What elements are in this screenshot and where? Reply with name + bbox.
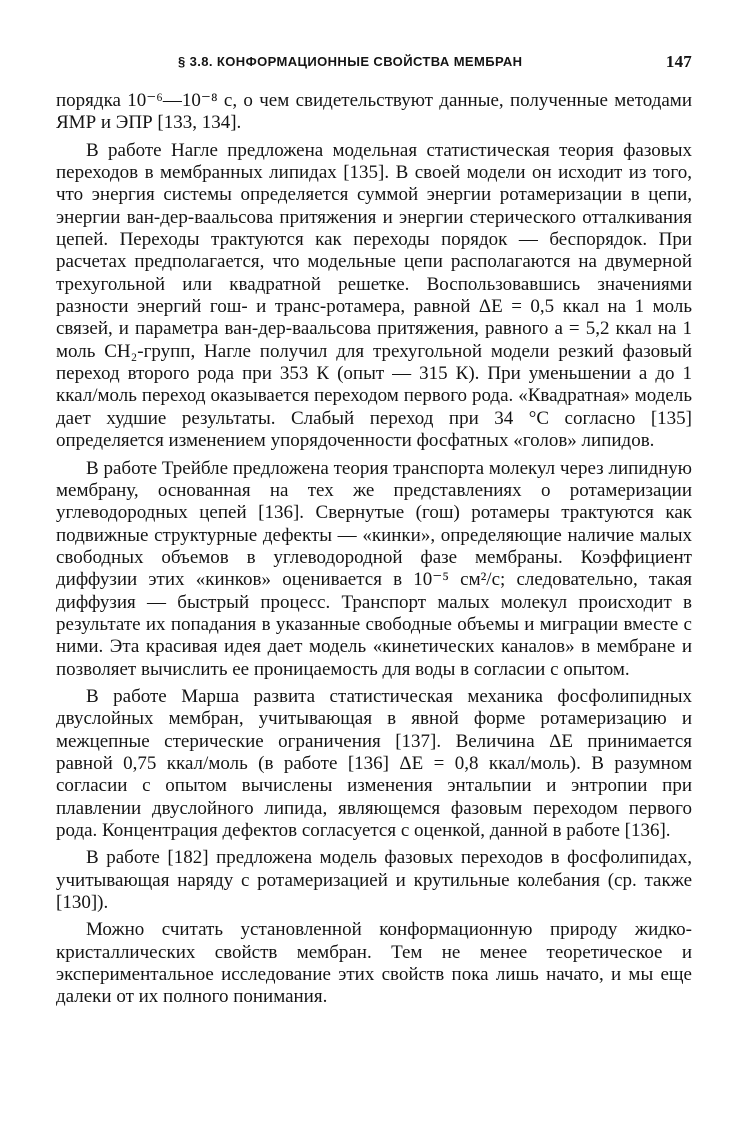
- body-text: [56, 90, 692, 1009]
- section-title: § 3.8. КОНФОРМАЦИОННЫЕ СВОЙСТВА МЕМБРАН: [178, 54, 523, 69]
- paragraph-conclusion: Можно считать установленной конформационную природу жидко-кристаллических свойств мембран. Тем не менее теоретическое и экспериментальное исследование этих свойств пока лишь начато, и мы еще далеки от их полного понимания.: [56, 919, 692, 1008]
- page-number: 147: [665, 52, 692, 71]
- paragraph-nagle: В работе Нагле предложена модельная статистическая теория фазовых переходов в мембранных липидах [135]. В своей модели он исходит из того, что энергия системы определяется суммой энергии ротамеризации в цепи, энергии ван-дер-ваальсова притяжения и энергии стерического отталкивания цепей. Переходы трактуются как переходы порядок — беспорядок. При расчетах предполагается, что модельные цепи располагаются на двумерной трехугольной или квадратной решетке. Воспользовавшись значениями разности энергий гош- и транс-ротамера, равной ΔE = 0,5 ккал на 1 моль связей, и параметра ван-дер-ваальсова притяжения, равного a = 5,2 ккал на 1 моль CH₂-групп, Нагле получил для трехугольной модели резкий фазовый переход второго рода при 353 К (опыт — 315 К). При уменьшении a до 1 ккал/моль переход оказывается переходом первого рода. «Квадратная» модель дает худшие результаты. Слабый переход при 34 °С согласно [135] определяется изменением упорядоченности фосфатных «голов» липидов.: [56, 139, 692, 452]
- running-head: [56, 46, 692, 76]
- paragraph-torsional: В работе [182] предложена модель фазовых переходов в фосфолипидах, учитывающая наряду с ротамеризацией и крутильные колебания (ср. также [130]).: [56, 847, 692, 914]
- paragraph-treible: В работе Трейбле предложена теория транспорта молекул через липидную мембрану, основанная на тех же представлениях о ротамеризации углеводородных цепей [136]. Свернутые (гош) ротамеры трактуются как подвижные структурные дефекты — «кинки», определяющие наличие малых свободных объемов в углеводородной фазе мембраны. Коэффициент диффузии этих «кинков» оценивается в 10⁻⁵ см²/с; следовательно, такая диффузия — быстрый процесс. Транспорт малых молекул происходит в результате их попадания в указанные свободные объемы и миграции вместе с ними. Эта красивая идея дает модель «кинетических каналов» в мембране и позволяет вычислить ее проницаемость для воды в согласии с опытом.: [56, 457, 692, 680]
- paragraph-continuation: порядка 10⁻⁶—10⁻⁸ с, о чем свидетельствуют данные, полученные методами ЯМР и ЭПР [133, 134].: [56, 90, 692, 134]
- paragraph-marsh: В работе Марша развита статистическая механика фосфолипидных двуслойных мембран, учитывающая в явной форме ротамеризацию и межцепные стерические ограничения [137]. Величина ΔE принимается равной 0,75 ккал/моль (в работе [136] ΔE = 0,8 ккал/моль). В разумном согласии с опытом вычислены изменения энтальпии и энтропии при плавлении двуслойного липида, являющемся фазовым переходом первого рода. Концентрация дефектов согласуется с оценкой, данной в работе [136].: [56, 685, 692, 841]
- book-page: [56, 46, 692, 1009]
